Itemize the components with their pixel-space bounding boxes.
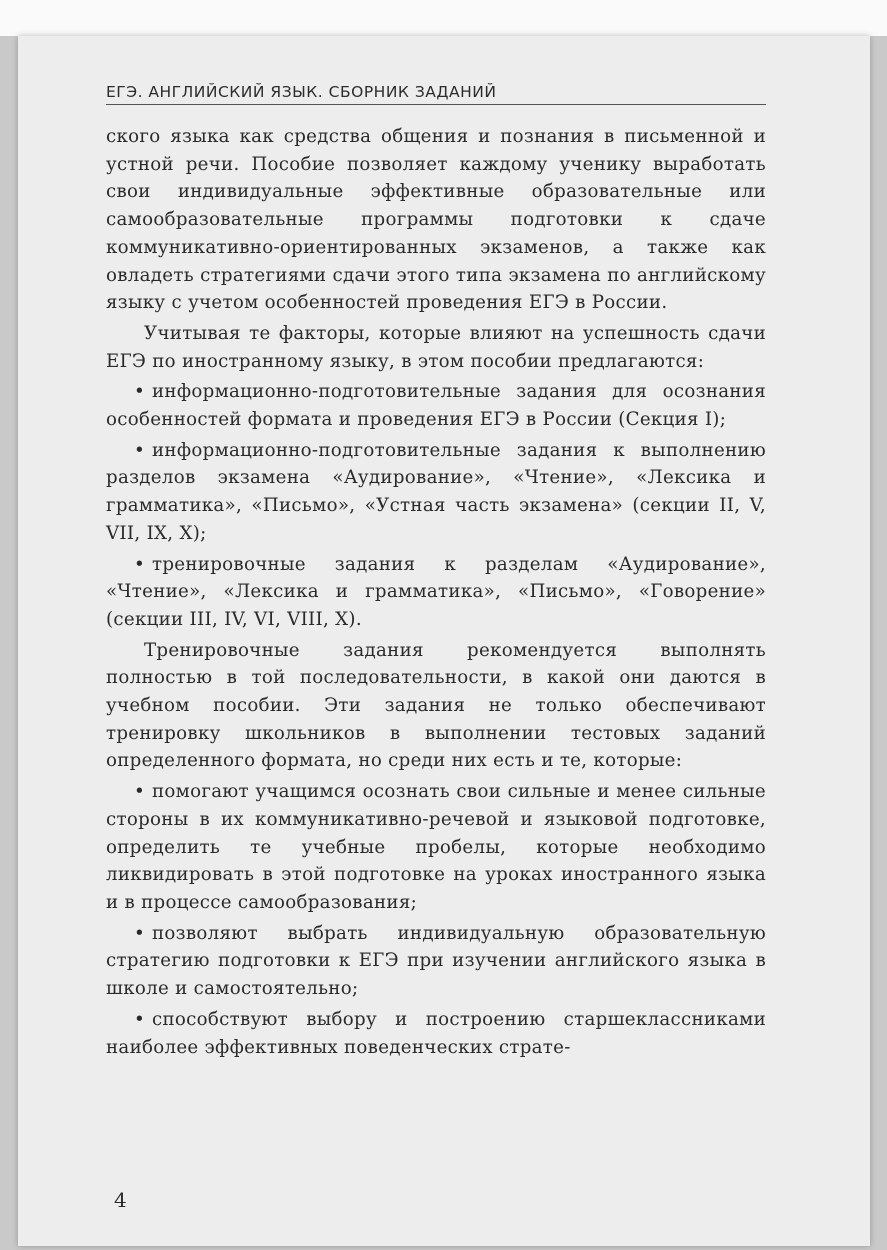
paragraph-training: Тренировочные задания рекомендуется выполнять полностью в той последовательности, в какой они даются в учебном пособии. Эти задания не только обеспечивают тренировку школьников в выполнении тестовых заданий определенного формата, но среди них есть и те, которые: [106, 639, 766, 772]
bullet-icon: • [134, 922, 146, 944]
bullet-text: способствуют выбору и построению старшеклассниками наиболее эффективных поведенческих страте- [106, 1008, 766, 1058]
bullet-item [106, 920, 766, 1003]
bullet-icon: • [134, 781, 146, 803]
page-body [106, 123, 766, 1064]
bullet-text: информационно-подготовительные задания для осознания особенностей формата и проведения ЕГЭ в России (Секция I); [106, 381, 766, 431]
bullet-item [106, 437, 766, 548]
page-number: 4 [114, 1188, 127, 1212]
scan-top-margin [0, 0, 887, 36]
bullet-item [106, 778, 766, 917]
bullet-text: тренировочные задания к разделам «Аудирование», «Чтение», «Лексика и грамматика», «Письмо», «Говорение» (секции III, IV, VI, VIII, X). [106, 553, 766, 630]
running-header: ЕГЭ. АНГЛИЙСКИЙ ЯЗЫК. СБОРНИК ЗАДАНИЙ [106, 82, 766, 105]
bullet-icon: • [134, 439, 146, 461]
bullet-item [106, 551, 766, 634]
bullet-item [106, 1006, 766, 1061]
bullet-text: информационно-подготовительные задания к выполнению разделов экзамена «Аудирование», «Чтение», «Лексика и грамматика», «Письмо», «Устная часть экзамена» (секции II, V, VII, IX, X); [106, 439, 766, 544]
bullet-text: позволяют выбрать индивидуальную образовательную стратегию подготовки к ЕГЭ при изучении английского языка в школе и самостоятельно; [106, 922, 766, 1000]
bullet-text: помогают учащимся осознать свои сильные и менее сильные стороны в их коммуникативно-речевой и языковой подготовке, определить те учебные пробелы, которые необходимо ликвидировать в этой подготовке на уроках иностранного языка и в процессе самообразования; [106, 781, 766, 913]
book-page [18, 36, 870, 1246]
bullet-icon: • [134, 1008, 146, 1030]
paragraph-continuation: ского языка как средства общения и познания в письменной и устной речи. Пособие позволяет каждому ученику выработать свои индивидуальные эффективные образовательные или самообразовательные программы подготовки к сдаче коммуникативно-ориентированных экзаменов, а также как овладеть стратегиями сдачи этого типа экзамена по английскому языку с учетом особенностей проведения ЕГЭ в России. [106, 126, 766, 314]
paragraph-intro: Учитывая те факторы, которые влияют на успешность сдачи ЕГЭ по иностранному языку, в этом пособии предлагаются: [106, 322, 766, 372]
bullet-icon: • [134, 381, 146, 403]
bullet-item [106, 378, 766, 433]
bullet-icon: • [134, 553, 146, 575]
